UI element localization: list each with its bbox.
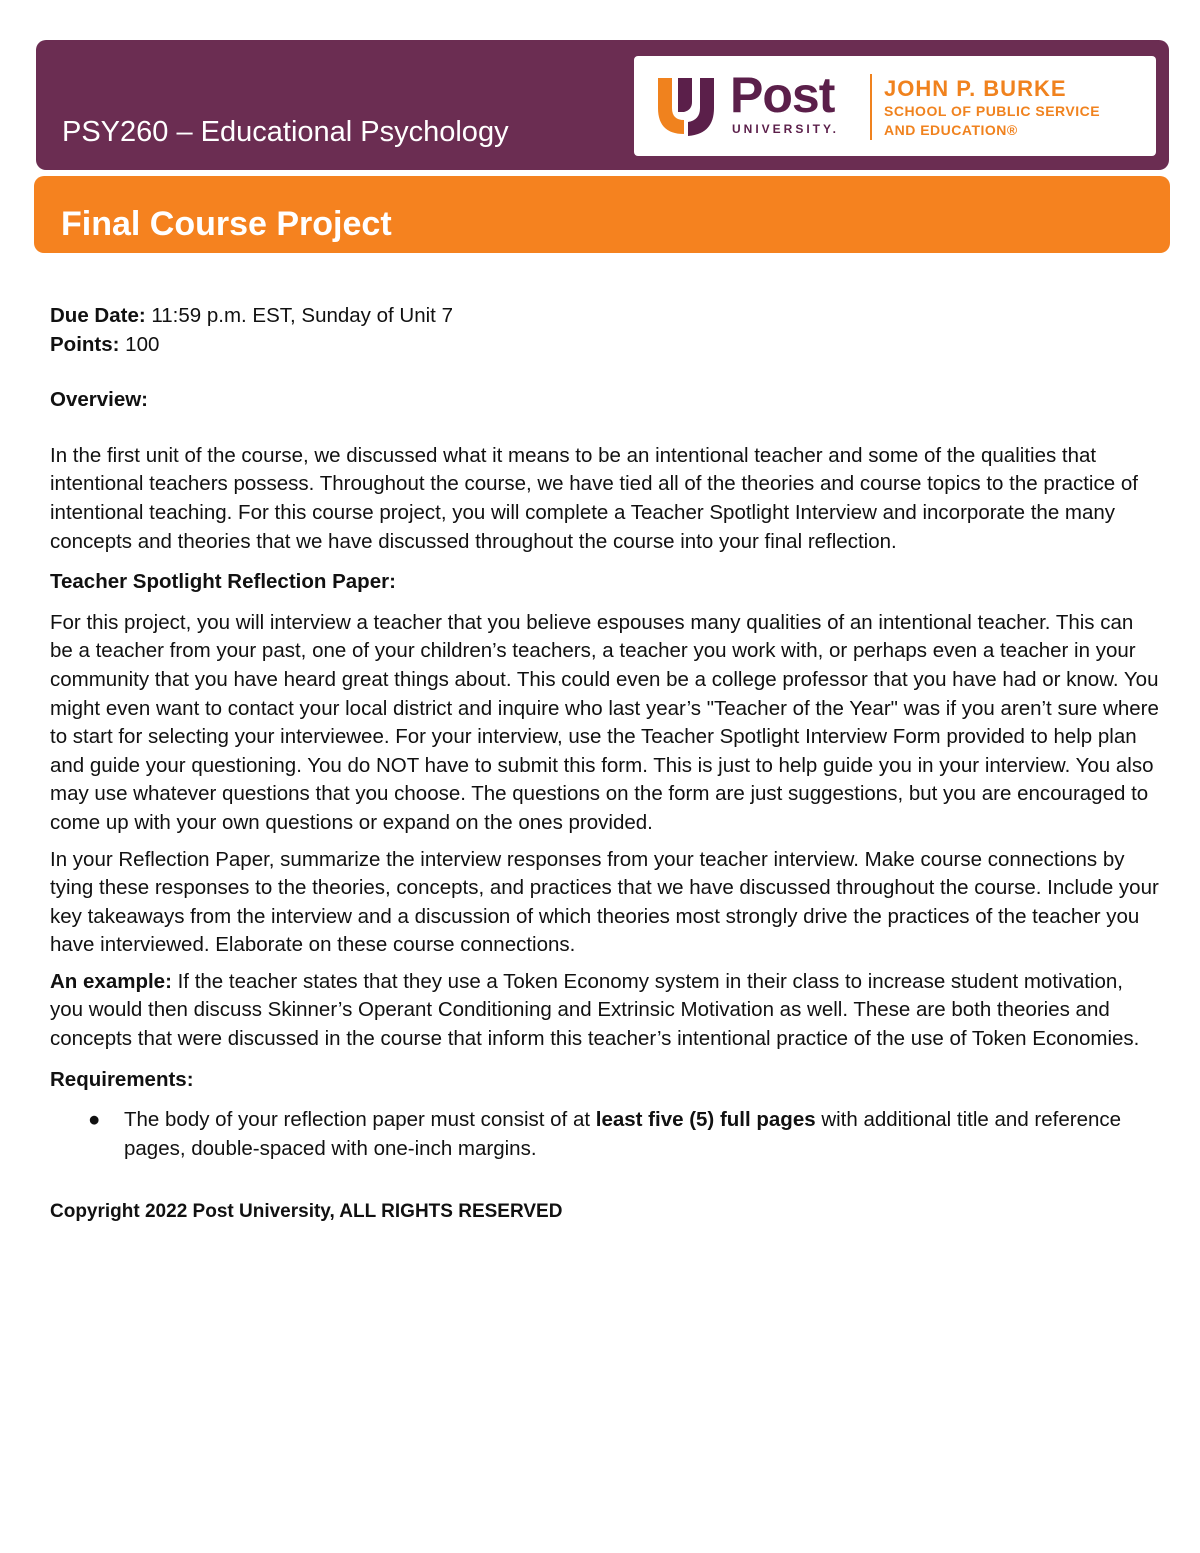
reflection-heading: Teacher Spotlight Reflection Paper:: [50, 570, 396, 594]
post-university-logo: [634, 56, 1156, 156]
logo-post-text: Post: [730, 67, 835, 123]
copyright-notice: Copyright 2022 Post University, ALL RIGHTS RESERVED: [50, 1201, 563, 1223]
requirement-text-end: with additional title and reference pages, double-spaced with one-inch margins.: [124, 1108, 1122, 1160]
due-date-label: Due Date:: [50, 304, 146, 327]
course-title: PSY260 – Educational Psychology: [62, 116, 509, 148]
reflection-paragraph-1: For this project, you will interview a teacher that you believe espouses many qualities of an intentional teacher. This can be a teacher from your past, one of your children’s teachers, a teacher you work with, or perhaps even a teacher in your community that you have heard great things about. This could even be a college professor that you have had or know. You might even want to contact your local district and inquire who last year’s "Teacher of the Year" was if you aren’t sure where to start for selecting your interviewee. For your interview, use the Teacher Spotlight Interview Form provided to help plan and guide your questioning. You do NOT have to submit this form. This is just to help guide you in your interview. You also may use whatever questions that you choose. The questions on the form are just suggestions, but you are encouraged to come up with your own questions or expand on the ones provided.: [50, 610, 1159, 834]
document-body: [50, 302, 1160, 1227]
example-text: If the teacher states that they use a Token Economy system in their class to increase student motivation, you would then discuss Skinner’s Operant Conditioning and Extrinsic Motivation as well. These are both theories and concepts that were discussed in the course that inform this teacher’s intentional practice of the use of Token Economies.: [50, 969, 1140, 1051]
example-paragraph: [50, 968, 1160, 1054]
due-date-line: [50, 302, 1160, 331]
example-label: An example:: [50, 969, 172, 993]
requirements-heading: Requirements:: [50, 1067, 194, 1091]
logo-school-name: JOHN P. BURKE: [884, 76, 1067, 101]
list-item: [88, 1106, 1160, 1163]
points-value: 100: [119, 332, 160, 356]
logo-school-line2: SCHOOL OF PUBLIC SERVICE: [884, 103, 1101, 119]
requirement-text-bold: least five (5) full pages: [595, 1108, 816, 1132]
logo-school-line3: AND EDUCATION®: [884, 122, 1018, 138]
overview-heading: Overview:: [50, 388, 148, 412]
logo-divider: [870, 74, 872, 140]
requirements-list: [50, 1106, 1160, 1163]
bullet-icon: ●: [88, 1108, 101, 1132]
points-line: [50, 331, 1160, 360]
due-date-value: 11:59 p.m. EST, Sunday of Unit 7: [145, 304, 453, 327]
requirement-text-start: The body of your reflection paper must consist of at: [124, 1108, 596, 1132]
logo-university-text: UNIVERSITY.: [732, 122, 840, 136]
reflection-paragraph-2: In your Reflection Paper, summarize the interview responses from your teacher interview. Make course connections by tying these responses to the theories, concepts, and practices that we have discussed throughout the course. Include your key takeaways from the interview and a discussion of which theories most strongly drive the practices of the teacher you have interviewed. Elaborate on these course connections.: [50, 847, 1159, 957]
post-u-logo-icon: [654, 74, 720, 140]
overview-paragraph: In the first unit of the course, we discussed what it means to be an intentional teacher and some of the qualities that intentional teachers possess. Throughout the course, we have tied all of the theories and course topics to the practice of intentional teaching. For this course project, you will complete a Teacher Spotlight Interview and incorporate the many concepts and theories that we have discussed throughout the course into your final reflection.: [50, 443, 1138, 553]
points-label: Points:: [50, 332, 120, 356]
page-title: Final Course Project: [61, 205, 392, 243]
